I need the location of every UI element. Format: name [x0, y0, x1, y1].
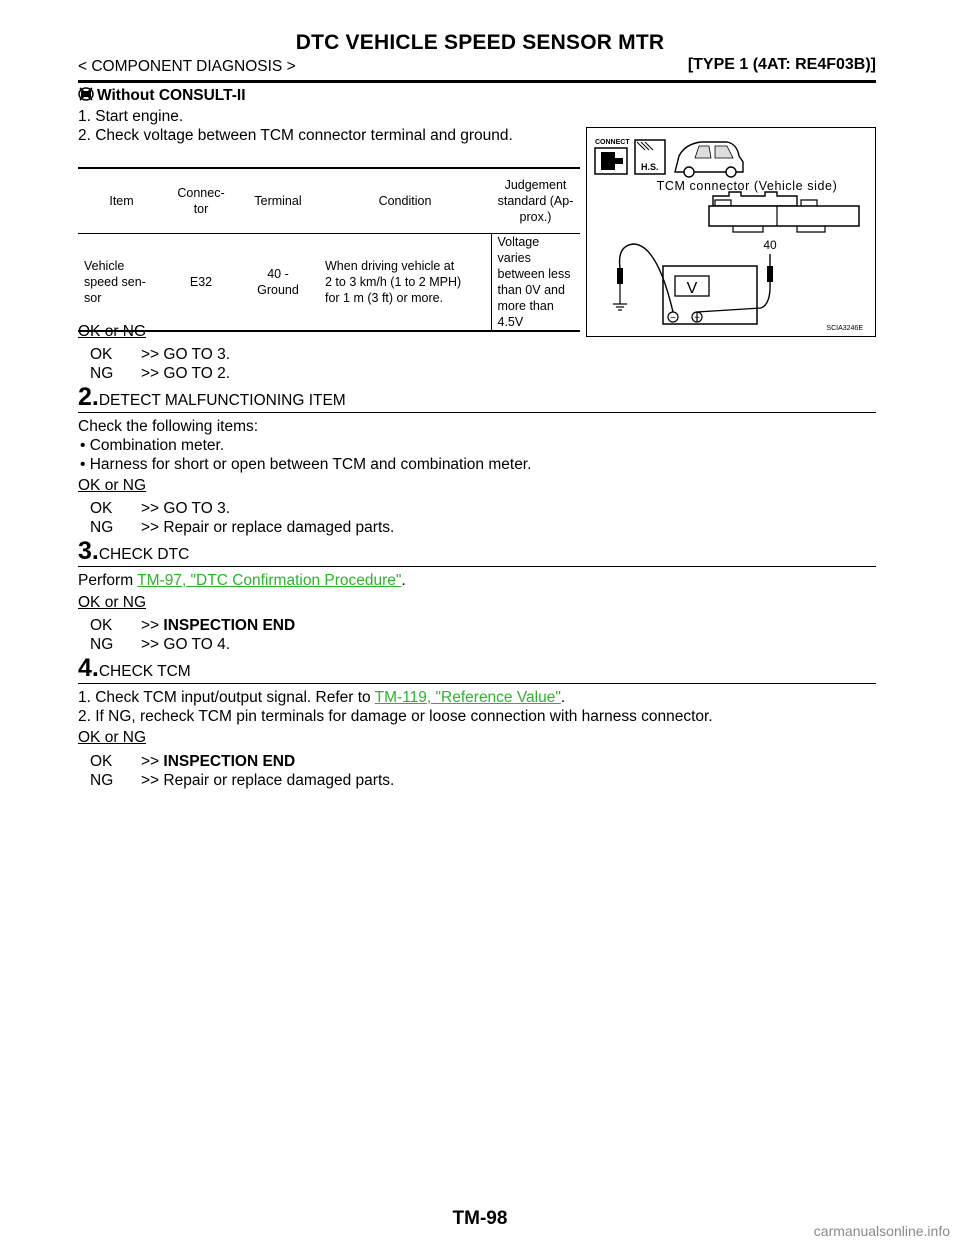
step4-heading: 4.CHECK TCM: [78, 654, 191, 682]
header-rule: [78, 80, 876, 83]
link-tm-97[interactable]: TM-97, "DTC Confirmation Procedure": [137, 572, 402, 589]
spec-table-wrapper: [78, 167, 580, 332]
okng-label-4: OK or NG: [78, 729, 147, 746]
intro-step-2: 2. Check voltage between TCM connector terminal and ground.: [78, 127, 513, 144]
okng-label-3: OK or NG: [78, 594, 147, 611]
step3-heading: 3.CHECK DTC: [78, 537, 190, 565]
step2-intro: Check the following items:: [78, 418, 259, 435]
td-terminal: 40 - Ground: [257, 266, 299, 297]
connector-caption: TCM connector (Vehicle side): [656, 179, 838, 193]
step2-rule: [78, 412, 876, 413]
step3-rule: [78, 566, 876, 567]
plus-terminal: +: [694, 313, 700, 324]
step2-bullet-1: • Combination meter.: [80, 437, 225, 454]
step3-ng: NG >> GO TO 4.: [90, 636, 231, 653]
without-consult-heading: [78, 86, 246, 107]
th-judgement: Judgement standard (Ap- prox.): [497, 177, 574, 224]
figure-code: SCIA3246E: [826, 325, 863, 332]
meter-symbol: V: [686, 280, 698, 297]
svg-text:CONNECT: CONNECT: [595, 139, 630, 146]
td-condition: When driving vehicle at 2 to 3 km/h (1 to 2 MPH) for 1 m (3 ft) or more.: [319, 233, 491, 330]
step2-ng: NG >> Repair or replace damaged parts.: [90, 519, 395, 536]
td-item: Vehicle speed sen- sor: [84, 258, 146, 305]
tcm-connector-figure: [586, 127, 876, 337]
step2-bullet-2: • Harness for short or open between TCM and combination meter.: [80, 456, 532, 473]
terminal-label: 40: [763, 238, 777, 252]
table-header-row: [78, 169, 580, 233]
th-condition: Condition: [378, 193, 432, 208]
type-label: [TYPE 1 (4AT: RE4F03B)]: [687, 56, 876, 73]
step1-ng: NG >> GO TO 2.: [90, 365, 231, 382]
watermark: carmanualsonline.info: [813, 1223, 950, 1239]
section-breadcrumb: < COMPONENT DIAGNOSIS >: [78, 58, 296, 75]
no-consult-icon: [78, 86, 94, 107]
step3-ok: OK >> INSPECTION END: [90, 617, 296, 634]
step4-line-2: 2. If NG, recheck TCM pin terminals for damage or loose connection with harness connector.: [78, 708, 713, 725]
heading-text: Without CONSULT-II: [97, 87, 246, 104]
figure-svg: [587, 128, 875, 336]
step2-ok: OK >> GO TO 3.: [90, 500, 231, 517]
th-item: Item: [109, 193, 134, 208]
table-bottom-rule: [78, 330, 580, 332]
step1-ok: OK >> GO TO 3.: [90, 346, 231, 363]
step4-ok: OK >> INSPECTION END: [90, 753, 296, 770]
intro-step-1: 1. Start engine.: [78, 108, 184, 125]
page-title: DTC VEHICLE SPEED SENSOR MTR: [295, 31, 665, 54]
td-connector: E32: [189, 274, 213, 289]
voltmeter: [663, 266, 761, 324]
tcm-connector: [709, 192, 859, 232]
td-judgement: Voltage varies between less than 0V and more than 4.5V: [497, 234, 571, 329]
svg-text:H.S.: H.S.: [641, 162, 659, 172]
th-terminal: Terminal: [254, 193, 302, 208]
link-tm-119[interactable]: TM-119, "Reference Value": [374, 689, 561, 706]
step4-rule: [78, 683, 876, 684]
table-row: [78, 233, 580, 330]
step4-line-1: 1. Check TCM input/output signal. Refer to TM-119, "Reference Value".: [78, 689, 566, 706]
step2-heading: 2.DETECT MALFUNCTIONING ITEM: [78, 383, 346, 411]
okng-label-1: OK or NG: [78, 323, 147, 340]
page-number: TM-98: [452, 1208, 508, 1229]
step4-ng: NG >> Repair or replace damaged parts.: [90, 772, 395, 789]
th-connector: Connec- tor: [177, 185, 225, 216]
minus-terminal: −: [670, 313, 676, 324]
vehicle-icon: [675, 142, 743, 177]
connect-icon: [595, 139, 630, 174]
step3-perform: Perform TM-97, "DTC Confirmation Procedure".: [78, 572, 406, 589]
okng-label-2: OK or NG: [78, 477, 147, 494]
harness-icon: [635, 140, 665, 174]
positive-probe: [761, 254, 773, 308]
spec-table: [78, 169, 580, 330]
